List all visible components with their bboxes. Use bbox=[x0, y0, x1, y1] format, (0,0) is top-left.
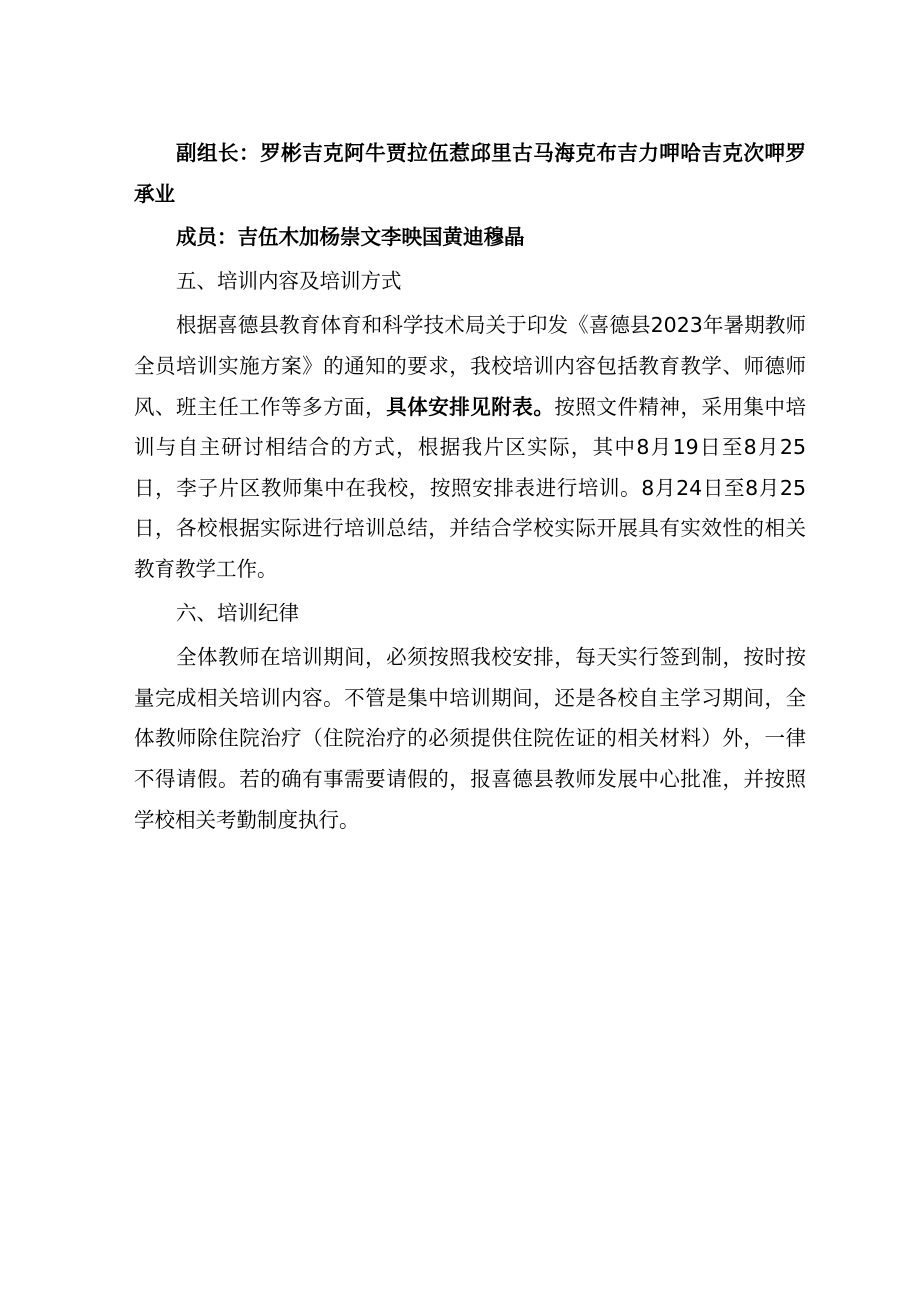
section5-body-part1: 根据喜德县教育体育和科学技术局关于印发《喜德县2023年暑期教师全员培训实施方案》的通知的要求，我校培训内容包括教育教学、师德师风、班主任工作等多方面， bbox=[134, 313, 806, 419]
vice-leaders-label: 副组长： bbox=[176, 141, 261, 165]
members-names: 吉伍木加杨崇文李映国黄迪穆晶 bbox=[237, 225, 525, 250]
vice-leaders-paragraph bbox=[134, 133, 806, 214]
vice-leaders-names: 罗彬吉克阿牛贾拉伍惹邱里古马海克布吉力呷哈吉克次呷罗承业 bbox=[134, 141, 807, 206]
members-label: 成员： bbox=[176, 225, 238, 250]
section5-heading: 五、培训内容及培训方式 bbox=[176, 268, 402, 293]
members-paragraph bbox=[134, 217, 806, 258]
section5-body-bold: 具体安排见附表。 bbox=[386, 394, 555, 419]
section6-body: 全体教师在培训期间，必须按照我校安排，每天实行签到制，按时按量完成相关培训内容。不管是集中培训期间，还是各校自主学习期间，全体教师除住院治疗（住院治疗的必须提供住院佐证的相关材料）外，一律不得请假。若的确有事需要请假的，报喜德县教师发展中心批准，并按照学校相关考勤制度执行。 bbox=[134, 645, 806, 832]
section5-body bbox=[134, 305, 806, 589]
section6-heading: 六、培训纪律 bbox=[176, 600, 299, 625]
section5-body-part2: 按照文件精神，采用集中培训与自主研讨相结合的方式，根据我片区实际，其中8月19日至8月25日，李子片区教师集中在我校，按照安排表进行培训。8月24日至8月25日，各校根据实际进行培训总结，并结合学校实际开展具有实效性的相关教育教学工作。 bbox=[134, 394, 807, 581]
document-page bbox=[134, 133, 806, 840]
